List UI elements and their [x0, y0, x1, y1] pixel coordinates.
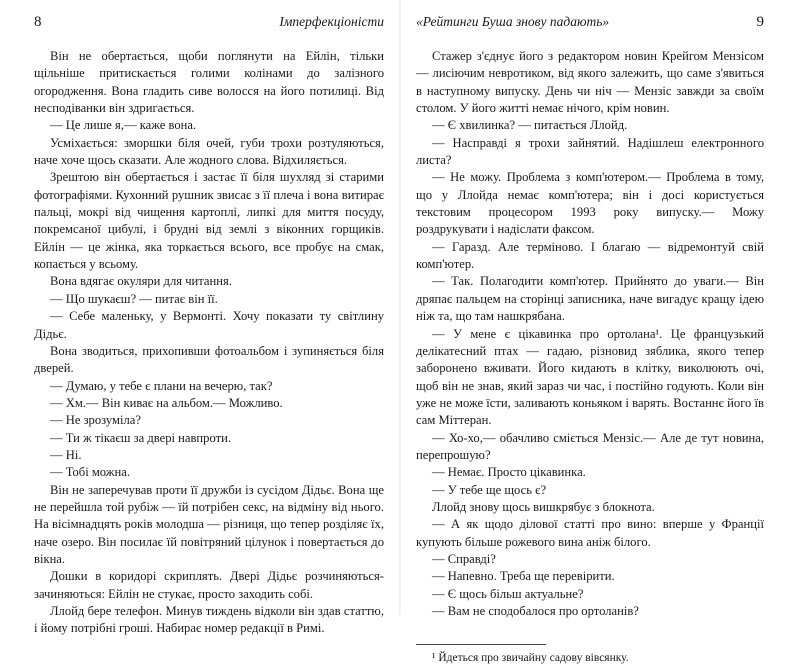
paragraph: — Себе маленьку, у Вермонті. Хочу показати ту світлину Дідьє. — [34, 309, 384, 341]
right-page-header — [416, 0, 764, 38]
paragraph: Він не обертається, щоби поглянути на Ейлін, тільки щільніше притискається голими колінами до залізного огородження. Вона гладить сиве волосся на його потилиці. Від несподіванки він здригається. — [34, 49, 384, 116]
paragraph: — Справді? — [432, 551, 496, 566]
paragraph: Ллойд бере телефон. Минув тиждень відколи він здав статтю, і йому потрібні гроші. Набирає номер редакції в Римі. — [34, 604, 384, 636]
left-page-body — [34, 48, 384, 638]
paragraph: — Напевно. Треба ще перевірити. — [432, 569, 615, 584]
right-page-body — [416, 48, 764, 666]
left-page — [0, 0, 400, 636]
paragraph: Усміхається: зморшки біля очей, губи трохи розтуляються, наче хоче щось сказати. Але жодного слова. Відхиляється. — [34, 135, 384, 168]
paragraph: — Що шукаєш? — питає він її. — [50, 291, 218, 306]
paragraph: — Думаю, у тебе є плани на вечерю, так? — [50, 378, 273, 393]
paragraph: — Насправді я трохи зайнятий. Надішлеш електронного листа? — [416, 135, 764, 168]
right-running-title: «Рейтинги Буша знову падають» — [416, 14, 610, 29]
paragraph: — Ні. — [50, 447, 82, 462]
footnote-divider — [416, 644, 546, 645]
paragraph: Дошки в коридорі скриплять. Двері Дідьє розчиняються-зачиняються: Ейлін не стукає, просто заходить собі. — [34, 569, 384, 601]
paragraph: Вона зводиться, прихопивши фотоальбом і зупиняється біля дверей. — [34, 343, 384, 376]
paragraph: — Є хвилинка? — питається Ллойд. — [432, 118, 628, 133]
paragraph: — Вам не сподобалося про ортоланів? — [432, 604, 639, 618]
left-running-title: Імперфекціоністи — [279, 14, 384, 29]
paragraph: Ллойд знову щось вишкрябує з блокнота. — [432, 499, 655, 514]
right-page — [400, 0, 800, 665]
footnote: ¹ Йдеться про звичайну садову вівсянку. — [432, 652, 629, 665]
paragraph: Стажер з'єднує його з редактором новин Крейгом Мензісом — лисіючим невротиком, від якого залежить, що саме з'явиться в наступному випуску. День чи ніч — Мензіс завжди за своїм столом. У його житті немає нічого, крім новин. — [416, 49, 764, 116]
paragraph: — Ти ж тікаєш за двері навпроти. — [50, 430, 231, 445]
paragraph: — Гаразд. Але терміново. І благаю — відремонтуй свій комп'ютер. — [416, 239, 764, 272]
paragraph: Він не заперечував проти її дружби із сусідом Дідьє. Вона ще не перейшла той рубіж — їй потрібен секс, на відміну від нього. На вісімнадцять років молодша — різниця, що тепер розділяє їх, наче озеро. Він посилає їй повітряний цілунок і повертається до вікна. — [34, 482, 384, 566]
paragraph: — Хо-хо,— обачливо сміється Мензіс.— Але де тут новина, перепрошую? — [416, 430, 764, 462]
paragraph: — Тобі можна. — [50, 465, 130, 480]
paragraph: — У тебе ще щось є? — [432, 482, 547, 497]
paragraph: — Це лише я,— каже вона. — [50, 118, 197, 133]
paragraph: — Так. Полагодити комп'ютер. Прийнято до уваги.— Він дряпає пальцем на сторінці записника, наче вигадує кращу ідею ніж та, що там нашкрябана. — [416, 274, 764, 324]
paragraph: — Не зрозуміла? — [50, 413, 141, 428]
paragraph: — Немає. Просто цікавинка. — [432, 465, 586, 480]
paragraph: — Є щось більш актуальне? — [432, 586, 584, 601]
right-page-number: 9 — [756, 14, 764, 30]
paragraph: — Не можу. Проблема з комп'ютером.— Проблема в тому, що у Ллойда немає комп'ютера; він і досі користується текстовим процесором 1993 року випуску.— Можу роздрукувати і надіслати факсом. — [416, 170, 764, 237]
paragraph: — А як щодо ділової статті про вино: вперше у Франції купують більше рожевого вина аніж білого. — [416, 517, 764, 549]
left-page-header — [34, 0, 384, 38]
paragraph: — У мене є цікавинка про ортолана¹. Це французький делікатесний птах — гадаю, різновид зяблика, якого тепер заборонено вживати. Його кидають в клітку, виколюють очі, щоб він не знав, який зараз чи час, і постійно годують. Коли він уже не може їсти, заливають коньяком і варять. Востаннє його їв сам Міттеран. — [416, 326, 764, 428]
paragraph: Вона вдягає окуляри для читання. — [50, 274, 232, 289]
paragraph: — Хм.— Він киває на альбом.— Можливо. — [50, 395, 283, 410]
left-page-number: 8 — [34, 14, 42, 30]
paragraph: Зрештою він обертається і застає її біля шухляд зі старими фотографіями. Кухонний рушник звисає з її плеча і вона витирає пальці, мокрі від чищення картоплі, липкі для миття посуду, покремсаної цибулі, і брудні від землі з віконних горщиків. Ейлін — це жінка, яка торкається всього, все пробує на смак, копається у всьому. — [34, 170, 384, 272]
